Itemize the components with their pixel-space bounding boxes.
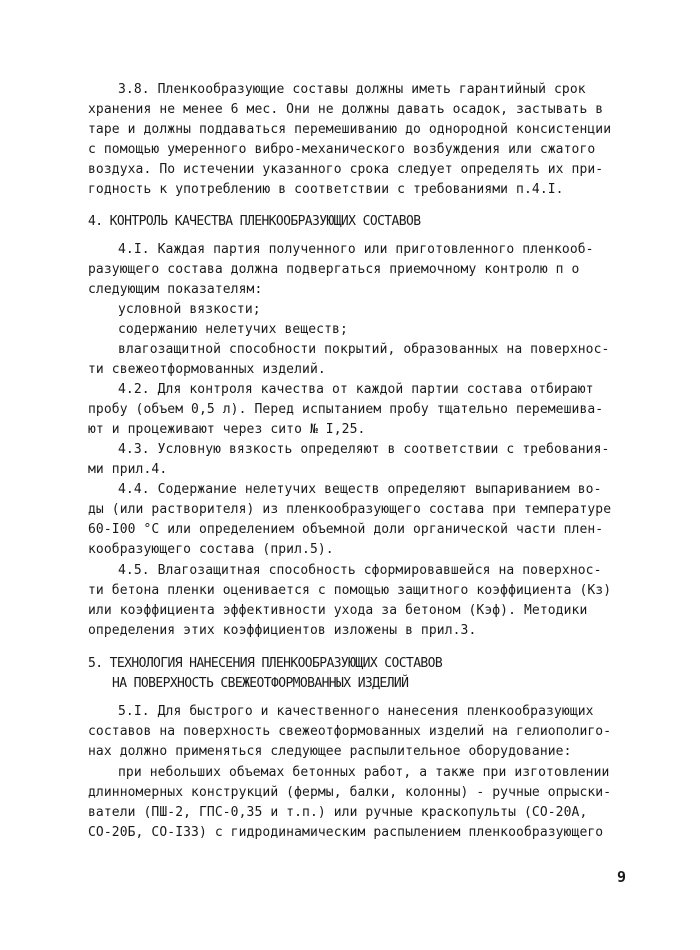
- text-line: ти свежеотформованных изделий.: [88, 362, 326, 377]
- list-item: условной вязкости;: [118, 302, 261, 317]
- text-line: нах должно применяться следующее распылительное оборудование:: [88, 744, 572, 759]
- list-item: влагозащитной способности покрытий, образованных на поверхнос-: [118, 342, 610, 357]
- text-line: следующим показателям:: [88, 282, 263, 297]
- section-heading: НА ПОВЕРХНОСТЬ СВЕЖЕОТФОРМОВАННЫХ ИЗДЕЛИЙ: [112, 676, 409, 691]
- text-line: 4.4. Содержание нелетучих веществ определяют выпариванием во-: [118, 482, 602, 497]
- text-line: воздуха. По истечении указанного срока следует определять их при-: [88, 162, 604, 177]
- text-line: длинномерных конструкций (фермы, балки, колонны) - ручные опрыски-: [88, 785, 612, 800]
- text-line: 3.8. Пленкообразующие составы должны иметь гарантийный срок: [118, 82, 586, 97]
- text-line: 4.2. Для контроля качества от каждой партии состава отбирают: [118, 382, 594, 397]
- text-line: с помощью умеренного вибро-механического возбуждения или сжатого: [88, 142, 596, 157]
- text-line: ют и процеживают через сито № I,25.: [88, 422, 366, 437]
- text-line: годность к употреблению в соответствии с требованиями п.4.I.: [88, 182, 564, 197]
- text-line: при небольших объемах бетонных работ, а также при изготовлении: [118, 765, 610, 780]
- text-line: 4.5. Влагозащитная способность сформировавшейся на поверхнос-: [118, 563, 602, 578]
- text-line: кообразующего состава (прил.5).: [88, 542, 334, 557]
- page-number: 9: [617, 868, 627, 886]
- text-line: ватели (ПШ-2, ГПС-0,35 и т.п.) или ручные краскопульты (СО-20А,: [88, 805, 588, 820]
- text-line: ды (или растворителя) из пленкообразующего состава при температуре: [88, 502, 612, 517]
- text-line: 5.I. Для быстрого и качественного нанесения пленкообразующих: [118, 704, 594, 719]
- list-item: содержанию нелетучих веществ;: [118, 322, 348, 337]
- section-heading: 5. ТЕХНОЛОГИЯ НАНЕСЕНИЯ ПЛЕНКООБРАЗУЮЩИХ СОСТАВОВ: [88, 656, 443, 671]
- text-line: 60-I00 °С или определением объемной доли органической части плен-: [88, 522, 604, 537]
- text-line: 4.I. Каждая партия полученного или приготовленного пленкооб-: [118, 242, 594, 257]
- text-line: таре и должны поддаваться перемешиванию до однородной консистенции: [88, 122, 612, 137]
- text-line: 4.3. Условную вязкость определяют в соответствии с требования-: [118, 442, 610, 457]
- section-heading: 4. КОНТРОЛЬ КАЧЕСТВА ПЛЕНКООБРАЗУЮЩИХ СОСТАВОВ: [88, 214, 421, 229]
- text-line: ми прил.4.: [88, 462, 168, 477]
- text-line: составов на поверхность свежеотформованных изделий на гелиополиго-: [88, 724, 612, 739]
- text-line: хранения не менее 6 мес. Они не должны давать осадок, застывать в: [88, 102, 604, 117]
- text-line: ти бетона пленки оценивается с помощью защитного коэффициента (Кз): [88, 583, 612, 598]
- text-line: разующего состава должна подвергаться приемочному контролю п о: [88, 262, 580, 277]
- text-line: пробу (объем 0,5 л). Перед испытанием пробу тщательно перемешива-: [88, 402, 604, 417]
- text-line: СО-20Б, СО-I33) с гидродинамическим распылением пленкообразующего: [88, 825, 604, 840]
- text-line: определения этих коэффициентов изложены в прил.3.: [88, 623, 477, 638]
- text-line: или коэффициента эффективности ухода за бетоном (Кэф). Методики: [88, 603, 588, 618]
